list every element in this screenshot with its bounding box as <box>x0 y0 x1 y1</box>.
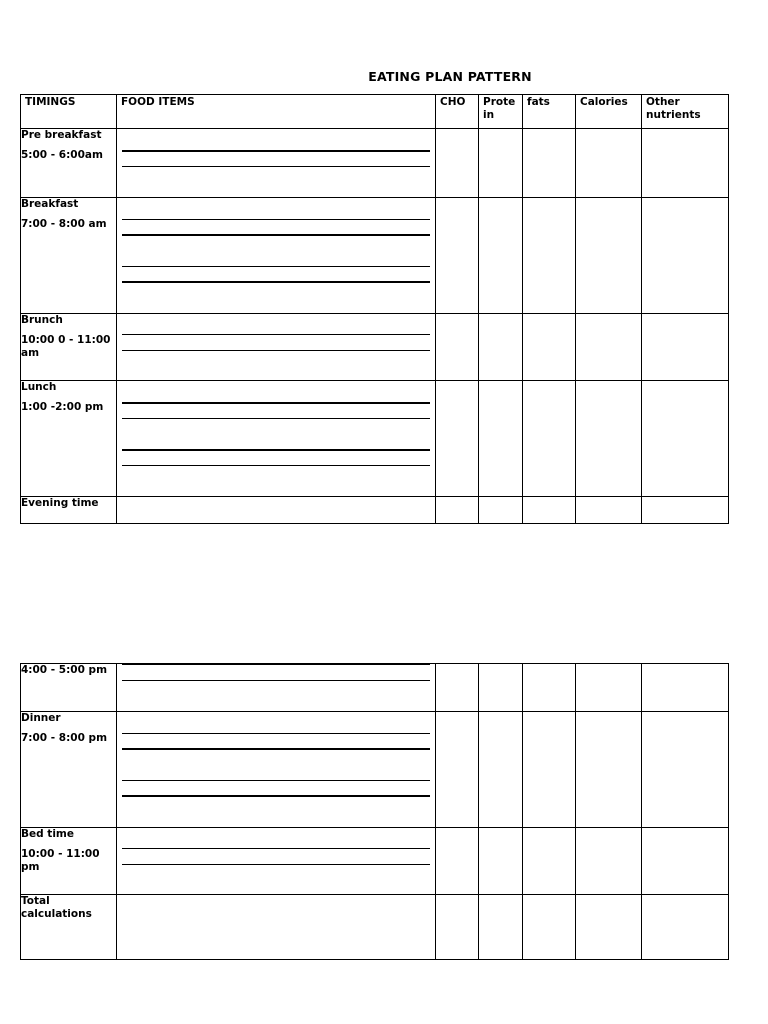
eating-plan-table-continued <box>20 663 729 960</box>
row-breakfast <box>21 198 729 314</box>
row-total-calculations <box>21 895 729 960</box>
fats-cell[interactable] <box>523 664 576 712</box>
col-header-food-items: FOOD ITEMS <box>121 96 195 108</box>
col-header-fats: fats <box>527 96 550 108</box>
document-title: EATING PLAN PATTERN <box>368 69 532 84</box>
eating-plan-table <box>20 94 729 524</box>
entry-line[interactable] <box>122 733 430 734</box>
calories-cell[interactable] <box>576 198 642 314</box>
protein-cell[interactable] <box>479 129 523 198</box>
row-time-pre-breakfast: 5:00 - 6:00am <box>21 149 103 161</box>
other-nutrients-cell[interactable] <box>642 712 729 828</box>
row-evening-time <box>21 497 729 524</box>
row-label-bed-time: Bed time <box>21 828 74 840</box>
calories-cell[interactable] <box>576 828 642 895</box>
other-nutrients-cell[interactable] <box>642 381 729 497</box>
calories-cell[interactable] <box>576 895 642 960</box>
cho-cell[interactable] <box>436 381 479 497</box>
food-items-cell[interactable] <box>117 664 436 712</box>
col-header-other-nutrients: Other nutrients <box>646 96 701 121</box>
food-items-cell[interactable] <box>117 129 436 198</box>
other-nutrients-cell[interactable] <box>642 497 729 524</box>
entry-line[interactable] <box>122 281 430 283</box>
col-header-calories: Calories <box>580 96 628 108</box>
row-time-dinner: 7:00 - 8:00 pm <box>21 732 108 744</box>
food-items-cell[interactable] <box>117 497 436 524</box>
entry-line[interactable] <box>122 748 430 750</box>
row-label-total-calculations: Total calculations <box>21 895 92 920</box>
other-nutrients-cell[interactable] <box>642 895 729 960</box>
header-row <box>21 95 729 129</box>
protein-cell[interactable] <box>479 314 523 381</box>
fats-cell[interactable] <box>523 129 576 198</box>
entry-line[interactable] <box>122 166 430 167</box>
entry-line[interactable] <box>122 780 430 781</box>
col-header-cho: CHO <box>440 96 466 108</box>
row-lunch <box>21 381 729 497</box>
row-label-evening-time: Evening time <box>21 497 99 509</box>
calories-cell[interactable] <box>576 381 642 497</box>
protein-cell[interactable] <box>479 828 523 895</box>
calories-cell[interactable] <box>576 497 642 524</box>
cho-cell[interactable] <box>436 129 479 198</box>
calories-cell[interactable] <box>576 664 642 712</box>
row-label-dinner: Dinner <box>21 712 61 724</box>
protein-cell[interactable] <box>479 198 523 314</box>
entry-line[interactable] <box>122 864 430 865</box>
fats-cell[interactable] <box>523 381 576 497</box>
fats-cell[interactable] <box>523 895 576 960</box>
other-nutrients-cell[interactable] <box>642 314 729 381</box>
food-items-cell[interactable] <box>117 381 436 497</box>
row-time-lunch: 1:00 -2:00 pm <box>21 401 104 413</box>
entry-line[interactable] <box>122 449 430 451</box>
food-items-cell[interactable] <box>117 198 436 314</box>
entry-line[interactable] <box>122 680 430 681</box>
cho-cell[interactable] <box>436 828 479 895</box>
row-bed-time <box>21 828 729 895</box>
cho-cell[interactable] <box>436 712 479 828</box>
row-evening-time-continued <box>21 664 729 712</box>
fats-cell[interactable] <box>523 828 576 895</box>
row-label-lunch: Lunch <box>21 381 57 393</box>
fats-cell[interactable] <box>523 497 576 524</box>
row-brunch <box>21 314 729 381</box>
cho-cell[interactable] <box>436 664 479 712</box>
entry-line[interactable] <box>122 350 430 351</box>
row-dinner <box>21 712 729 828</box>
protein-cell[interactable] <box>479 895 523 960</box>
entry-line[interactable] <box>122 465 430 466</box>
calories-cell[interactable] <box>576 712 642 828</box>
entry-line[interactable] <box>122 150 430 152</box>
food-items-cell[interactable] <box>117 314 436 381</box>
entry-line[interactable] <box>122 334 430 335</box>
row-time-breakfast: 7:00 - 8:00 am <box>21 218 107 230</box>
col-header-timings: TIMINGS <box>25 96 76 108</box>
row-pre-breakfast <box>21 129 729 198</box>
row-time-evening: 4:00 - 5:00 pm <box>21 664 108 676</box>
col-header-protein: Prote in <box>483 96 516 121</box>
protein-cell[interactable] <box>479 497 523 524</box>
row-label-brunch: Brunch <box>21 314 63 326</box>
cho-cell[interactable] <box>436 895 479 960</box>
row-time-brunch: 10:00 0 - 11:00 am <box>21 334 111 359</box>
food-items-cell[interactable] <box>117 895 436 960</box>
protein-cell[interactable] <box>479 381 523 497</box>
other-nutrients-cell[interactable] <box>642 129 729 198</box>
protein-cell[interactable] <box>479 664 523 712</box>
cho-cell[interactable] <box>436 198 479 314</box>
other-nutrients-cell[interactable] <box>642 664 729 712</box>
other-nutrients-cell[interactable] <box>642 828 729 895</box>
entry-line[interactable] <box>122 402 430 404</box>
calories-cell[interactable] <box>576 129 642 198</box>
entry-line[interactable] <box>122 418 430 419</box>
food-items-cell[interactable] <box>117 712 436 828</box>
entry-line[interactable] <box>122 266 430 267</box>
row-label-pre-breakfast: Pre breakfast <box>21 129 102 141</box>
entry-line[interactable] <box>122 234 430 236</box>
fats-cell[interactable] <box>523 712 576 828</box>
fats-cell[interactable] <box>523 314 576 381</box>
cho-cell[interactable] <box>436 314 479 381</box>
entry-line[interactable] <box>122 664 430 665</box>
fats-cell[interactable] <box>523 198 576 314</box>
other-nutrients-cell[interactable] <box>642 198 729 314</box>
entry-line[interactable] <box>122 795 430 797</box>
calories-cell[interactable] <box>576 314 642 381</box>
food-items-cell[interactable] <box>117 828 436 895</box>
entry-line[interactable] <box>122 848 430 849</box>
row-label-breakfast: Breakfast <box>21 198 79 210</box>
row-time-bed-time: 10:00 - 11:00 pm <box>21 848 100 873</box>
protein-cell[interactable] <box>479 712 523 828</box>
cho-cell[interactable] <box>436 497 479 524</box>
entry-line[interactable] <box>122 219 430 220</box>
